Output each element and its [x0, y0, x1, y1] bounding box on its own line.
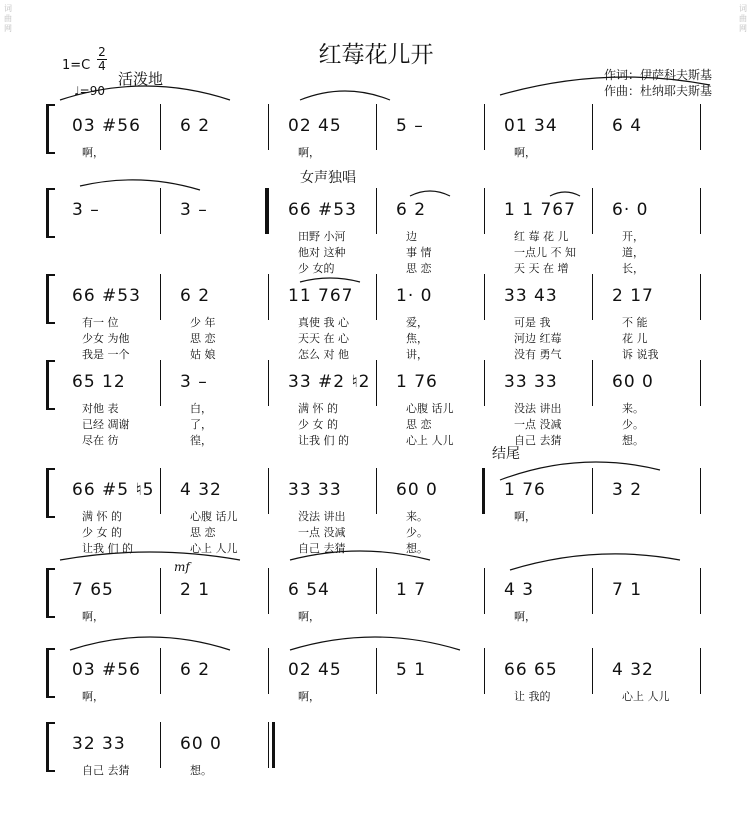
lyric-text: 河边 红莓: [514, 332, 562, 345]
barline: [592, 648, 593, 694]
lyric-text: 讲，: [406, 348, 428, 361]
lyric-text: 道，: [622, 246, 644, 259]
barline: [484, 274, 485, 320]
lyric-text: 啊，: [514, 610, 536, 623]
system-3: [0, 274, 752, 374]
system-bracket: [46, 468, 55, 518]
barline: [376, 274, 377, 320]
section-solo-label: 女声独唱: [300, 170, 356, 186]
lyric-text: 让 我的: [514, 690, 551, 703]
barline: [700, 104, 701, 150]
measure-notes: 60 0: [396, 480, 438, 500]
lyric-text: 啊，: [298, 146, 320, 159]
lyric-text: 自己 去猜: [82, 764, 130, 777]
system-bracket: [46, 274, 55, 324]
measure-notes: 66 #5 ♮5: [72, 480, 155, 500]
measure-notes: 33 33: [288, 480, 342, 500]
barline: [160, 188, 161, 234]
lyric-text: 了，: [190, 418, 212, 431]
lyric-text: 田野 小河: [298, 230, 346, 243]
lyric-text: 心腹 话儿: [406, 402, 454, 415]
barline: [700, 468, 701, 514]
lyric-text: 啊，: [298, 690, 320, 703]
lyric-text: 啊，: [298, 610, 320, 623]
barline: [268, 274, 269, 320]
lyric-text: 我是 一个: [82, 348, 130, 361]
measure-notes: 4 3: [504, 580, 535, 600]
lyric-text: 没有 勇气: [514, 348, 562, 361]
barline: [484, 188, 485, 234]
barline: [376, 468, 377, 514]
measure-notes: 2 17: [612, 286, 654, 306]
measure-notes: 02 45: [288, 660, 342, 680]
lyric-text: 啊，: [514, 510, 536, 523]
song-title: 红莓花儿开: [318, 42, 434, 68]
barline: [592, 468, 593, 514]
lyric-text: 少 女的: [298, 262, 335, 275]
barline: [484, 648, 485, 694]
measure-notes: 60 0: [180, 734, 222, 754]
lyric-text: 白，: [190, 402, 212, 415]
barline: [160, 648, 161, 694]
measure-notes: 3 2: [612, 480, 643, 500]
barline: [376, 104, 377, 150]
barline: [160, 360, 161, 406]
measure-notes: 33 33: [504, 372, 558, 392]
lyric-text: 一点儿 不 知: [514, 246, 576, 259]
barline: [268, 648, 269, 694]
lyric-text: 来。: [622, 402, 644, 415]
system-bracket: [46, 360, 55, 410]
measure-notes: 03 #56: [72, 660, 141, 680]
barline: [700, 568, 701, 614]
measure-notes: 5 1: [396, 660, 427, 680]
measure-notes: 1 7: [396, 580, 427, 600]
barline: [484, 360, 485, 406]
lyric-text: 姑 娘: [190, 348, 216, 361]
measure-notes: 33 43: [504, 286, 558, 306]
lyric-text: 尽在 彷: [82, 434, 119, 447]
barline: [268, 104, 269, 150]
barline: [160, 722, 161, 768]
barline: [592, 188, 593, 234]
lyric-text: 天天 在 心: [298, 332, 349, 345]
system-5: [0, 468, 752, 568]
barline: [592, 274, 593, 320]
time-signature: [97, 46, 107, 73]
lyric-text: 来。: [406, 510, 428, 523]
lyric-text: 少女 为他: [82, 332, 130, 345]
lyric-text: 思 恋: [406, 418, 432, 431]
barline: [376, 568, 377, 614]
barline: [160, 468, 161, 514]
lyric-text: 想。: [622, 434, 644, 447]
barline: [160, 274, 161, 320]
lyric-text: 事 情: [406, 246, 432, 259]
lyric-text: 啊，: [514, 146, 536, 159]
measure-notes: 32 33: [72, 734, 126, 754]
lyric-text: 思 恋: [406, 262, 432, 275]
lyric-text: 对他 表: [82, 402, 119, 415]
barline: [592, 104, 593, 150]
system-bracket: [46, 648, 55, 698]
system-bracket: [46, 722, 55, 772]
lyric-text: 少。: [622, 418, 644, 431]
barline: [592, 568, 593, 614]
lyric-text: 啊，: [82, 690, 104, 703]
watermark-left: 词曲网: [4, 4, 12, 33]
measure-notes: 3 –: [72, 200, 100, 220]
time-signature-bottom: 4: [98, 59, 106, 73]
barline: [484, 568, 485, 614]
measure-notes: 11 767: [288, 286, 354, 306]
lyric-text: 自己 去猜: [298, 542, 346, 555]
barline: [160, 104, 161, 150]
composer-credit: 作曲：杜纳耶夫斯基: [603, 84, 712, 98]
measure-notes: 33 #2 ♮2: [288, 372, 371, 392]
measure-notes: 3 –: [180, 200, 208, 220]
lyric-text: 心上 人儿: [406, 434, 454, 447]
barline: [268, 360, 269, 406]
measure-notes: 03 #56: [72, 116, 141, 136]
measure-notes: 4 32: [612, 660, 654, 680]
lyric-text: 他对 这种: [298, 246, 346, 259]
lyric-text: 满 怀 的: [298, 402, 338, 415]
lyric-text: 爱，: [406, 316, 428, 329]
lyric-text: 徨，: [190, 434, 212, 447]
measure-notes: 5 –: [396, 116, 424, 136]
measure-notes: 02 45: [288, 116, 342, 136]
lyric-text: 心上 人儿: [622, 690, 670, 703]
lyric-text: 有一 位: [82, 316, 119, 329]
system-2: [0, 188, 752, 288]
lyric-text: 思 恋: [190, 332, 216, 345]
lyric-text: 想。: [190, 764, 212, 777]
dynamic-mf: mf: [174, 560, 190, 574]
measure-notes: 66 #53: [288, 200, 357, 220]
lyric-text: 焦，: [406, 332, 428, 345]
measure-notes: 60 0: [612, 372, 654, 392]
measure-notes: 6 4: [612, 116, 643, 136]
lyric-text: 心上 人儿: [190, 542, 238, 555]
lyric-text: 已经 凋谢: [82, 418, 130, 431]
measure-notes: 6 2: [180, 286, 211, 306]
lyric-text: 心腹 话儿: [190, 510, 238, 523]
barline: [376, 188, 377, 234]
lyricist-credit: 作词：伊萨科夫斯基: [603, 68, 712, 82]
measure-notes: 66 65: [504, 660, 558, 680]
measure-notes: 3 –: [180, 372, 208, 392]
system-8: [0, 722, 752, 822]
measure-notes: 6 54: [288, 580, 330, 600]
lyric-text: 满 怀 的: [82, 510, 122, 523]
measure-notes: 6· 0: [612, 200, 649, 220]
lyric-text: 没法 讲出: [298, 510, 346, 523]
barline: [700, 274, 701, 320]
measure-notes: 2 1: [180, 580, 211, 600]
barline: [700, 648, 701, 694]
lyric-text: 少 年: [190, 316, 216, 329]
measure-notes: 1· 0: [396, 286, 433, 306]
lyric-text: 红 莓 花 儿: [514, 230, 569, 243]
barline: [268, 468, 269, 514]
lyric-text: 真使 我 心: [298, 316, 349, 329]
lyric-text: 少 女 的: [298, 418, 338, 431]
system-4: [0, 360, 752, 460]
lyric-text: 想。: [406, 542, 428, 555]
barline: [160, 568, 161, 614]
measure-notes: 4 32: [180, 480, 222, 500]
lyric-text: 诉 说我: [622, 348, 659, 361]
barline: [376, 648, 377, 694]
lyric-text: 自己 去猜: [514, 434, 562, 447]
system-bracket: [46, 568, 55, 618]
expression-marking: 活泼地: [118, 70, 164, 88]
measure-notes: 65 12: [72, 372, 126, 392]
measure-notes: 1 76: [504, 480, 546, 500]
measure-notes: 6 2: [396, 200, 427, 220]
undefined: [482, 468, 485, 514]
barline: [376, 360, 377, 406]
lyric-text: 可是 我: [514, 316, 551, 329]
measure-notes: 6 2: [180, 116, 211, 136]
lyric-text: 让我 们 的: [298, 434, 349, 447]
measure-notes: 66 #53: [72, 286, 141, 306]
system-bracket: [46, 188, 55, 238]
barline: [268, 568, 269, 614]
lyric-text: 花 儿: [622, 332, 648, 345]
barline: [268, 722, 269, 768]
system-bracket: [46, 104, 55, 154]
measure-notes: 6 2: [180, 660, 211, 680]
barline: [700, 360, 701, 406]
key-signature: 1=C: [62, 58, 91, 73]
tempo-marking: ♩=90: [74, 84, 105, 98]
measure-notes: 1 76: [396, 372, 438, 392]
lyric-text: 啊，: [82, 610, 104, 623]
section-ending-label: 结尾: [492, 446, 520, 462]
lyric-text: 怎么 对 他: [298, 348, 349, 361]
lyric-text: 开，: [622, 230, 644, 243]
measure-notes: 7 65: [72, 580, 114, 600]
barline: [592, 360, 593, 406]
time-signature-top: 2: [98, 45, 106, 59]
measure-notes: 1 1 767: [504, 200, 576, 220]
barline: [484, 104, 485, 150]
watermark-right: 词曲网: [739, 4, 747, 33]
lyric-text: 没法 讲出: [514, 402, 562, 415]
lyric-text: 一点 没减: [298, 526, 346, 539]
barline: [268, 188, 269, 234]
final-barline: [272, 722, 275, 768]
barline: [700, 188, 701, 234]
undefined: [265, 188, 268, 234]
lyric-text: 天 天 在 增: [514, 262, 569, 275]
lyric-text: 长，: [622, 262, 644, 275]
lyric-text: 少。: [406, 526, 428, 539]
lyric-text: 啊，: [82, 146, 104, 159]
lyric-text: 不 能: [622, 316, 648, 329]
measure-notes: 01 34: [504, 116, 558, 136]
lyric-text: 边: [406, 230, 417, 243]
measure-notes: 7 1: [612, 580, 643, 600]
slur-arc: [300, 91, 390, 100]
lyric-text: 让我 们 的: [82, 542, 133, 555]
lyric-text: 一点 没减: [514, 418, 562, 431]
lyric-text: 少 女 的: [82, 526, 122, 539]
lyric-text: 思 恋: [190, 526, 216, 539]
